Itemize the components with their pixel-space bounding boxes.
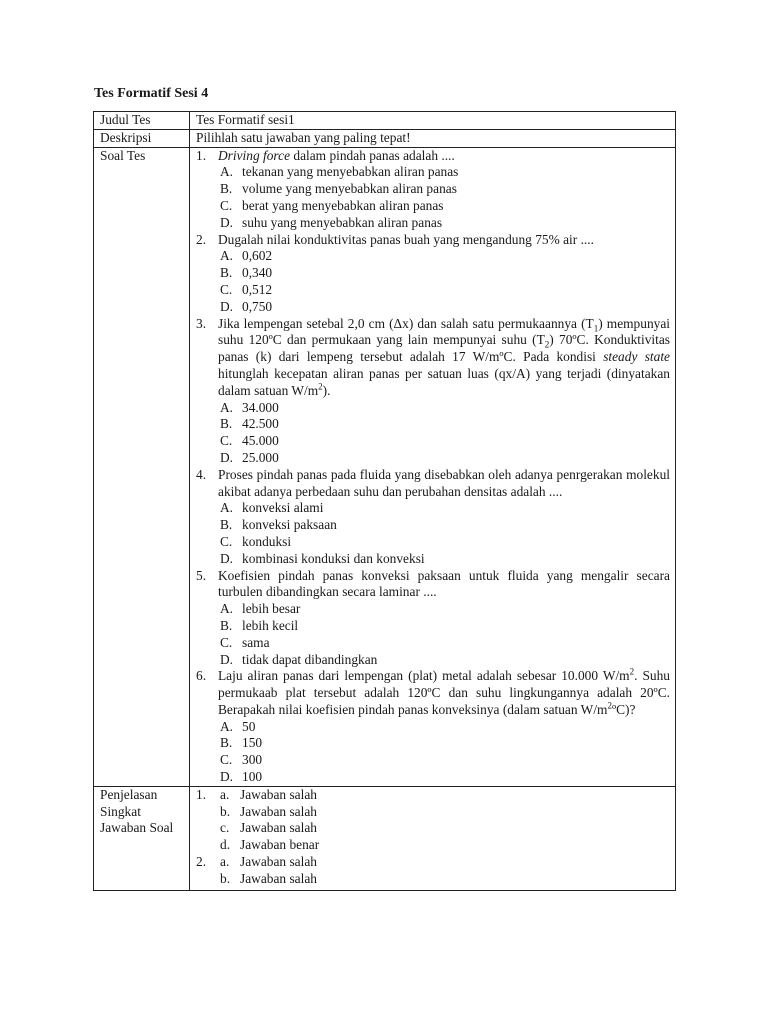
answer-option <box>196 248 672 265</box>
option-text: 25.000 <box>242 449 279 465</box>
option-text: 300 <box>242 752 263 768</box>
answer-option <box>196 164 672 181</box>
row-soal-tes <box>94 147 676 786</box>
option-letter: D. <box>220 214 234 230</box>
option-letter: B. <box>220 265 233 281</box>
question-text-segment: Jika lempengan setebal 2,0 cm (Δx) dan salah satu permukaannya (T <box>218 315 594 331</box>
option-text: 34.000 <box>242 399 279 415</box>
option-letter: A. <box>220 164 234 180</box>
explanation-letter: a. <box>220 786 230 802</box>
option-text: konveksi paksaan <box>242 517 337 533</box>
question-text-segment: Koefisien pindah panas konveksi paksaan untuk fluida yang mengalir secara turbulen dibandingkan secara laminar .... <box>218 567 670 600</box>
label-line: Penjelasan <box>100 786 158 802</box>
question-text <box>218 668 672 718</box>
question-text <box>218 148 672 165</box>
option-text: 42.500 <box>242 416 279 432</box>
question-text-segment: dalam pindah panas adalah .... <box>290 147 455 163</box>
answer-option <box>196 769 672 786</box>
question-number: 3. <box>196 315 207 331</box>
question-text <box>218 467 672 501</box>
question-stem <box>196 668 672 718</box>
answer-option <box>196 517 672 534</box>
answer-option <box>196 551 672 568</box>
explanation-line <box>196 854 672 871</box>
explanation-line <box>196 804 672 821</box>
option-text: 150 <box>242 735 263 751</box>
explanation-number <box>196 820 218 837</box>
question-number: 2. <box>196 231 207 247</box>
question-item <box>196 568 672 669</box>
question-item <box>196 316 672 467</box>
option-text: 0,340 <box>242 265 273 281</box>
question-item <box>196 467 672 568</box>
answer-option <box>196 719 672 736</box>
answer-option <box>196 215 672 232</box>
document-title: Tes Formatif Sesi 4 <box>94 86 209 101</box>
option-text: 100 <box>242 769 263 785</box>
option-text: konveksi alami <box>242 500 324 516</box>
label-deskripsi: Deskripsi <box>94 129 190 147</box>
option-letter: A. <box>220 399 234 415</box>
question-stem <box>196 316 672 400</box>
question-text-segment: Proses pindah panas pada fluida yang disebabkan oleh adanya penrgerakan molekul akibat adanya perbedaan suhu dan perubahan densitas adalah .... <box>218 466 670 499</box>
question-text-segment: ) 70ºC. Konduktivitas panas (k) dari lempeng tersebut adalah 17 W/mºC. Pada kondisi <box>218 332 670 365</box>
option-letter: B. <box>220 181 233 197</box>
explanation-line <box>196 837 672 854</box>
option-text: 0,512 <box>242 281 273 297</box>
explanation-number <box>196 837 218 854</box>
option-letter: B. <box>220 517 233 533</box>
question-stem <box>196 467 672 501</box>
question-number: 6. <box>196 668 207 684</box>
explanation-letter: b. <box>220 803 231 819</box>
answer-option <box>196 652 672 669</box>
option-letter: C. <box>220 197 233 213</box>
row-penjelasan <box>94 786 676 890</box>
explanation-number <box>196 871 218 888</box>
question-text-segment: Laju aliran panas dari lempengan (plat) metal adalah sebesar 10.000 W/m <box>218 668 630 684</box>
label-penjelasan <box>94 786 190 890</box>
answer-option <box>196 450 672 467</box>
row-judul-tes <box>94 112 676 130</box>
explanation-number: 1. <box>196 786 207 802</box>
option-text: lebih kecil <box>242 617 299 633</box>
option-text: suhu yang menyebabkan aliran panas <box>242 214 443 230</box>
option-text: 50 <box>242 718 256 734</box>
question-text-segment: steady state <box>603 349 670 365</box>
option-letter: D. <box>220 449 234 465</box>
option-text: kombinasi konduksi dan konveksi <box>242 550 425 566</box>
answer-option <box>196 735 672 752</box>
answer-option <box>196 534 672 551</box>
question-text-segment: Driving force <box>218 147 291 163</box>
option-text: konduksi <box>242 533 292 549</box>
question-text <box>218 316 672 400</box>
explanation-number <box>196 804 218 821</box>
option-letter: B. <box>220 416 233 432</box>
question-text-segment: 2 <box>318 381 323 392</box>
explanation-text: Jawaban salah <box>240 803 317 819</box>
answer-option <box>196 299 672 316</box>
answer-option <box>196 282 672 299</box>
option-text: 45.000 <box>242 433 279 449</box>
option-letter: A. <box>220 248 234 264</box>
question-text-segment: 1 <box>593 323 599 334</box>
answer-option <box>196 400 672 417</box>
value-deskripsi: Pilihlah satu jawaban yang paling tepat! <box>190 129 676 147</box>
option-letter: A. <box>220 601 234 617</box>
option-text: volume yang menyebabkan aliran panas <box>242 181 457 197</box>
question-stem <box>196 148 672 165</box>
question-item <box>196 232 672 316</box>
question-text-segment: Dugalah nilai konduktivitas panas buah yang mengandung 75% air .... <box>218 231 594 247</box>
option-text: sama <box>242 634 270 650</box>
row-deskripsi <box>94 129 676 147</box>
option-letter: C. <box>220 433 233 449</box>
explanation-text: Jawaban salah <box>240 820 317 836</box>
question-text-segment: hitunglah kecepatan aliran panas per satuan luas (qx/A) yang terjadi (dinyatakan dalam satuan W/m <box>218 365 670 398</box>
explanations-cell <box>190 786 676 890</box>
option-letter: A. <box>220 718 234 734</box>
option-letter: D. <box>220 298 234 314</box>
question-text-segment: ) mempunyai suhu 120ºC dan permukaan yang lain mempunyai suhu (T <box>218 315 670 348</box>
answer-option <box>196 500 672 517</box>
option-letter: A. <box>220 500 234 516</box>
answer-option <box>196 601 672 618</box>
label-line: Jawaban Soal <box>100 820 174 836</box>
explanation-entry <box>218 871 317 888</box>
answer-option <box>196 752 672 769</box>
question-item <box>196 668 672 786</box>
option-text: lebih besar <box>242 601 301 617</box>
option-letter: C. <box>220 752 233 768</box>
option-letter: D. <box>220 651 234 667</box>
explanation-line <box>196 787 672 804</box>
answer-option <box>196 433 672 450</box>
explanation-text: Jawaban benar <box>240 837 320 853</box>
explanation-item <box>196 787 672 854</box>
answer-option <box>196 198 672 215</box>
explanation-letter: a. <box>220 854 230 870</box>
question-text-segment: 2 <box>629 666 635 677</box>
option-text: tidak dapat dibandingkan <box>242 651 378 667</box>
option-text: 0,602 <box>242 248 273 264</box>
label-soal-tes: Soal Tes <box>94 147 190 786</box>
explanation-text: Jawaban salah <box>240 870 317 886</box>
question-item <box>196 148 672 232</box>
question-text-segment: 2 <box>544 340 550 351</box>
question-text-segment: 2 <box>607 700 612 711</box>
answer-option <box>196 265 672 282</box>
question-text-segment: . Suhu permukaab plat tersebut adalah 120ºC dan suhu lingkungannya adalah 20ºC. Berapakah nilai koefisien pindah panas konveksinya (dalam satuan W/m <box>218 668 670 717</box>
explanation-letter: c. <box>220 820 230 836</box>
question-number: 5. <box>196 567 207 583</box>
question-stem <box>196 568 672 602</box>
explanation-letter: b. <box>220 870 231 886</box>
label-judul-tes: Judul Tes <box>94 112 190 130</box>
answer-option <box>196 416 672 433</box>
option-letter: C. <box>220 281 233 297</box>
explanation-entry <box>218 820 317 837</box>
question-text <box>218 568 672 602</box>
explanation-letter: d. <box>220 837 231 853</box>
label-line: Singkat <box>100 803 141 819</box>
explanation-line <box>196 871 672 888</box>
option-letter: B. <box>220 735 233 751</box>
option-letter: D. <box>220 769 234 785</box>
question-number: 4. <box>196 466 207 482</box>
explanation-text: Jawaban salah <box>240 786 317 802</box>
option-text: 0,750 <box>242 298 273 314</box>
test-table <box>93 111 676 891</box>
explanation-text: Jawaban salah <box>240 854 317 870</box>
question-stem <box>196 232 672 249</box>
explanation-entry <box>218 837 319 854</box>
question-number: 1. <box>196 147 207 163</box>
explanation-entry <box>218 854 317 871</box>
question-text-segment: ). <box>322 382 331 398</box>
option-letter: B. <box>220 617 233 633</box>
value-judul-tes: Tes Formatif sesi1 <box>190 112 676 130</box>
explanation-entry <box>218 804 317 821</box>
answer-option <box>196 635 672 652</box>
option-letter: D. <box>220 550 234 566</box>
answer-option <box>196 181 672 198</box>
explanation-line <box>196 820 672 837</box>
explanation-number: 2. <box>196 854 207 870</box>
option-letter: C. <box>220 533 233 549</box>
option-text: berat yang menyebabkan aliran panas <box>242 197 444 213</box>
explanation-entry <box>218 787 317 804</box>
explanation-item <box>196 854 672 888</box>
question-text <box>218 232 672 249</box>
questions-cell <box>190 147 676 786</box>
question-text-segment: ºC)? <box>611 701 636 717</box>
option-letter: C. <box>220 634 233 650</box>
answer-option <box>196 618 672 635</box>
option-text: tekanan yang menyebabkan aliran panas <box>242 164 459 180</box>
